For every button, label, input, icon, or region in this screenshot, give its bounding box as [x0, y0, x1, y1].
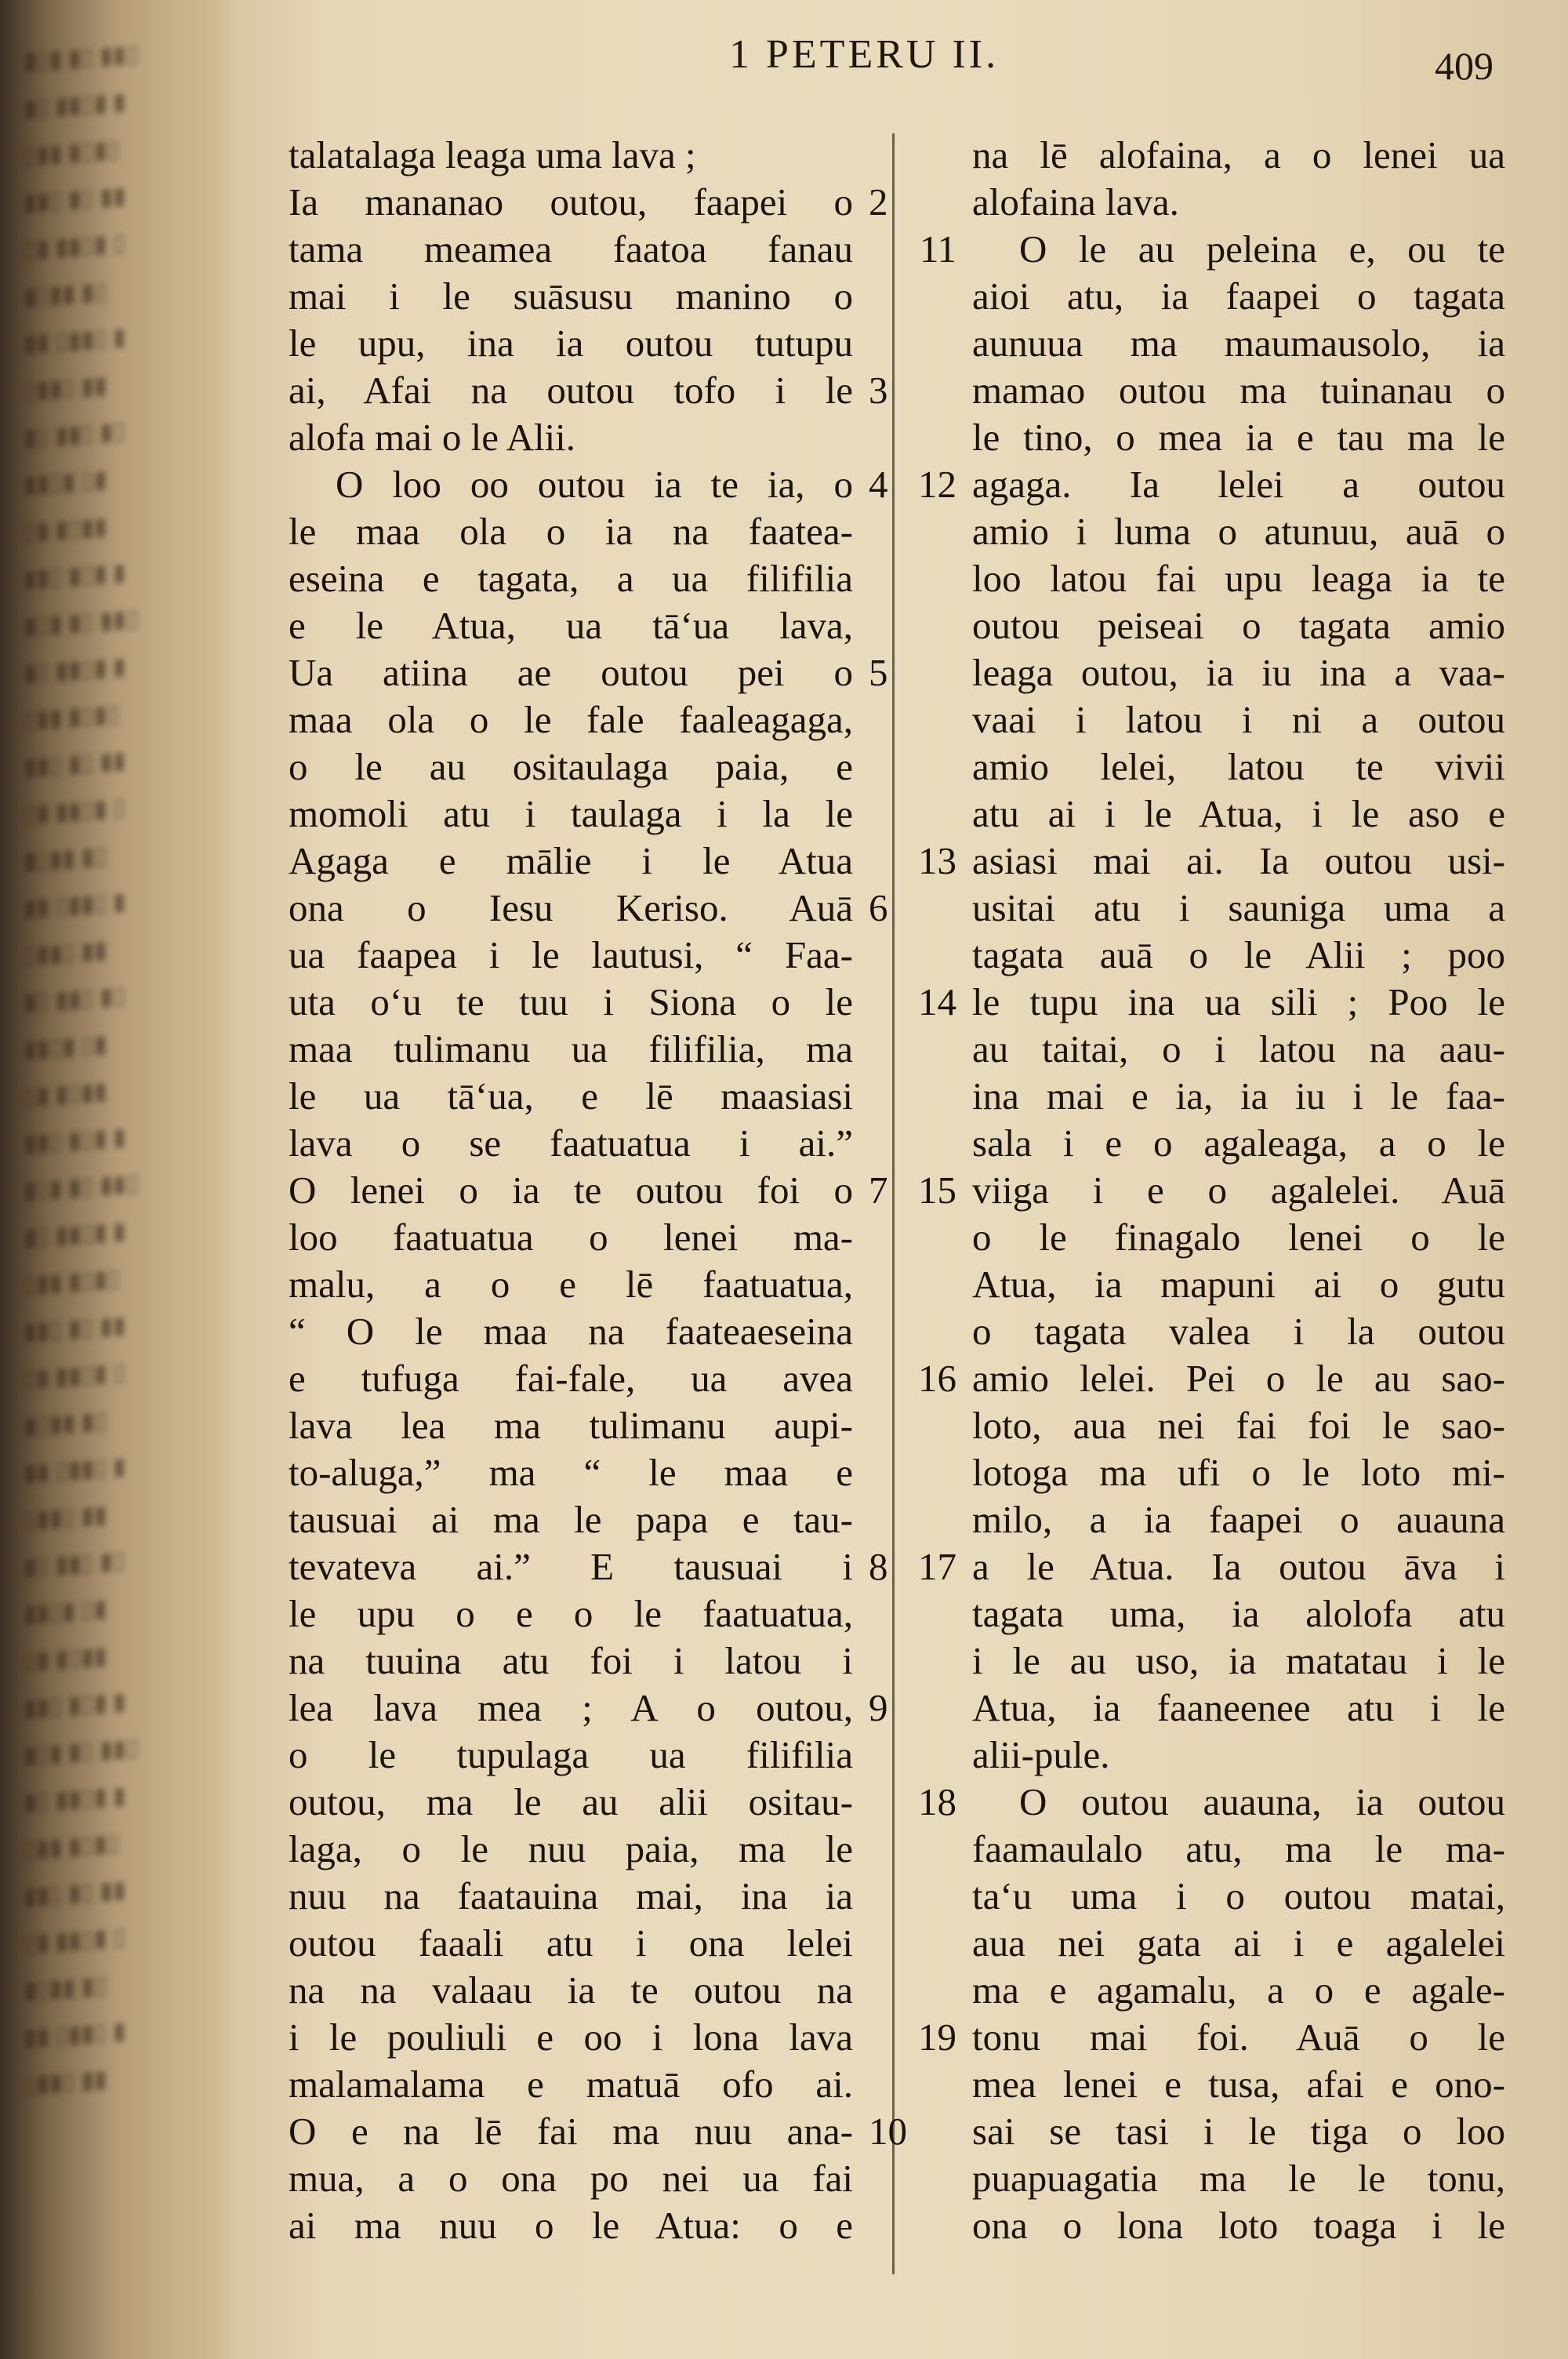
left-column: [289, 132, 853, 2249]
text-line: alofa mai o le Alii.: [289, 416, 576, 459]
verse-number: 5: [869, 651, 888, 694]
text-line: outou, ma le au alii ositau-: [289, 1780, 853, 1823]
text-line: uta o‘u te tuu i Siona o le: [289, 980, 853, 1023]
text-line: milo, a ia faapei o auauna: [972, 1498, 1505, 1541]
verse-number: 19: [918, 2016, 956, 2059]
text-line: le maa ola o ia na faatea-: [289, 510, 853, 553]
text-line: malamalama e matuā ofo ai.: [289, 2063, 853, 2106]
text-line: outou faaali atu i ona lelei: [289, 1921, 853, 1965]
text-line: leaga outou, ia iu ina a vaa-: [972, 651, 1505, 694]
text-line: na na valaau ia te outou na: [289, 1968, 853, 2012]
text-line: lava lea ma tulimanu aupi-: [289, 1404, 853, 1447]
text-line: le ua tā‘ua, e lē maasiasi: [289, 1074, 853, 1118]
verse-number: 16: [918, 1357, 956, 1400]
text-line: agaga. Ia lelei a outou: [972, 463, 1505, 506]
text-line: Atua, ia mapuni ai o gutu: [972, 1263, 1505, 1306]
text-line: O outou auauna, ia outou: [1019, 1780, 1505, 1823]
text-line: na tuuina atu foi i latou i: [289, 1639, 853, 1682]
text-line: aioi atu, ia faapei o tagata: [972, 274, 1505, 318]
text-line: ua faapea i le lautusi, “ Faa-: [289, 933, 853, 976]
text-line: mai i le suāsusu manino o: [289, 274, 853, 318]
text-line: O e na lē fai ma nuu ana-: [289, 2110, 853, 2153]
text-line: O loo oo outou ia te ia, o: [336, 463, 853, 506]
verse-number: 9: [869, 1686, 888, 1729]
text-line: ta‘u uma i o outou matai,: [972, 1874, 1505, 1917]
text-line: O le au peleina e, ou te: [1019, 227, 1505, 271]
text-line: faamaulalo atu, ma le ma-: [972, 1827, 1505, 1870]
running-head: 1 PETERU II.: [729, 32, 1000, 77]
verse-number: 8: [869, 1545, 888, 1588]
text-line: usitai atu i sauniga uma a: [972, 886, 1505, 929]
verse-number: 7: [869, 1169, 888, 1212]
text-line: a le Atua. Ia outou āva i: [972, 1545, 1505, 1588]
text-line: amio i luma o atunuu, auā o: [972, 510, 1505, 553]
text-line: O lenei o ia te outou foi o: [289, 1169, 853, 1212]
text-line: Ua atiina ae outou pei o: [289, 651, 853, 694]
text-line: asiasi mai ai. Ia outou usi-: [972, 839, 1505, 882]
text-line: tagata uma, ia alolofa atu: [972, 1592, 1505, 1635]
text-line: loto, aua nei fai foi le sao-: [972, 1404, 1505, 1447]
verse-number: 2: [869, 180, 888, 224]
text-line: o tagata valea i la outou: [972, 1310, 1505, 1353]
text-line: aunuua ma maumausolo, ia: [972, 322, 1505, 365]
text-line: tagata auā o le Alii ; poo: [972, 933, 1505, 976]
text-line: le tino, o mea ia e tau ma le: [972, 416, 1505, 459]
text-line: ai, Afai na outou tofo i le: [289, 369, 853, 412]
text-line: eseina e tagata, a ua filifilia: [289, 557, 853, 600]
verse-number: 6: [869, 886, 888, 929]
text-line: o le finagalo lenei o le: [972, 1216, 1505, 1259]
text-line: vaai i latou i ni a outou: [972, 698, 1505, 741]
verse-number: 18: [918, 1780, 956, 1823]
text-line: na lē alofaina, a o lenei ua: [972, 133, 1505, 176]
text-line: nuu na faatauina mai, ina ia: [289, 1874, 853, 1917]
text-line: alofaina lava.: [972, 180, 1179, 224]
text-line: sai se tasi i le tiga o loo: [972, 2110, 1505, 2153]
text-line: malu, a o e lē faatuatua,: [289, 1263, 853, 1306]
bleed-through-text: ▮▯▮ ▮▯ ▮▮▯ ▮▯ ▮▮▯▮ ▮ ▯▮▮ ▮▯▮▯ ▮▮▯ ▮▯ ▮▮ ▯▮ ▮▮▯▮ ▯ ▮▯▮▮ ▮▯ ▮▮ ▯▮▮▯ ▮ ▯▮▮▯ ▮▮ ▮▯ ▮▮▯ ▮▯ ▮▮▯▮ ▯▮ ▯▮ ▮▯▮▮ ▮▮▯ ▮▯▮ ▮ ▮▯▮ ▮▯ ▮▮▯ ▮▯ ▮▮▯▮ ▮ ▯▮▮ ▮▯▮▯ ▮▮▯ ▮▯ ▮▮ ▯▮ ▮▮▯▮ ▯ ▮▯▮▮ ▮▯ ▮▮ ▯▮▮▯ ▮ ▯▮▮▯ ▮▮ ▮▯ ▮▮▯ ▮▯ ▮▮▯▮ ▯▮ ▯▮ ▮▯▮▮ ▮▮▯ ▮▯▮ ▮ ▮▯▮ ▮▯ ▮▮▯ ▮▯ ▮▮▯▮ ▮ ▯▮▮ ▮▯▮▯ ▮▮▯ ▮▯ ▮▮ ▯▮ ▮▮▯▮ ▯ ▮▯▮▮ ▮▯ ▮▮ ▯▮▮▯ ▮ ▯▮▮▯ ▮▮ ▮▯ ▮▮▯ ▮▯ ▮▮▯▮ ▯▮ ▯▮ ▮▯▮▮ ▮▮▯ ▮▯▮ ▮ ▮▯▮ ▮▯ ▮▮▯ ▮▯ ▮▮▯▮ ▮ ▯▮▮ ▮▯▮▯ ▮▮▯ ▮▯ ▮▮ ▯▮ ▮▮▯▮ ▯ ▮▯▮▮ ▮▯ ▮▮ ▯▮▮▯ ▮ ▯▮▮▯ ▮▮: [24, 40, 140, 2099]
text-line: outou peiseai o tagata amio: [972, 604, 1505, 647]
text-line: amio lelei. Pei o le au sao-: [972, 1357, 1505, 1400]
text-line: maa ola o le fale faaleagaga,: [289, 698, 853, 741]
text-line: puapuagatia ma le le tonu,: [972, 2157, 1505, 2200]
text-line: ona o Iesu Keriso. Auā: [289, 886, 853, 929]
text-line: aua nei gata ai i e agalelei: [972, 1921, 1505, 1965]
page-gutter: [0, 0, 235, 2359]
text-line: o le au ositaulaga paia, e: [289, 745, 853, 788]
text-line: tevateva ai.” E tausuai i: [289, 1545, 853, 1588]
text-line: lava o se faatuatua i ai.”: [289, 1121, 853, 1165]
text-line: Ia mananao outou, faapei o: [289, 180, 853, 224]
text-line: i le pouliuli e oo i lona lava: [289, 2016, 853, 2059]
verse-number: 10: [869, 2110, 907, 2153]
text-line: laga, o le nuu paia, ma le: [289, 1827, 853, 1870]
text-line: tonu mai foi. Auā o le: [972, 2016, 1505, 2059]
text-line: e tufuga fai-fale, ua avea: [289, 1357, 853, 1400]
text-line: amio lelei, latou te vivii: [972, 745, 1505, 788]
text-line: Atua, ia faaneenee atu i le: [972, 1686, 1505, 1729]
text-line: loo faatuatua o lenei ma-: [289, 1216, 853, 1259]
text-line: “ O le maa na faateaeseina: [289, 1310, 853, 1353]
text-line: ma e agamalu, a o e agale-: [972, 1968, 1505, 2012]
page-header: [0, 31, 1568, 102]
text-line: ina mai e ia, ia iu i le faa-: [972, 1074, 1505, 1118]
text-line: le upu, ina ia outou tutupu: [289, 322, 853, 365]
verse-number: 12: [918, 463, 956, 506]
page-number: 409: [1435, 44, 1494, 88]
text-line: to-aluga,” ma “ le maa e: [289, 1451, 853, 1494]
text-line: mea lenei e tusa, afai e ono-: [972, 2063, 1505, 2106]
text-line: momoli atu i taulaga i la le: [289, 792, 853, 835]
text-line: o le tupulaga ua filifilia: [289, 1733, 853, 1776]
text-line: Agaga e mālie i le Atua: [289, 839, 853, 882]
text-line: maa tulimanu ua filifilia, ma: [289, 1027, 853, 1070]
text-line: e le Atua, ua tā‘ua lava,: [289, 604, 853, 647]
text-line: mamao outou ma tuinanau o: [972, 369, 1505, 412]
text-line: tausuai ai ma le papa e tau-: [289, 1498, 853, 1541]
verse-number: 4: [869, 463, 888, 506]
right-column: [972, 132, 1505, 2249]
text-line: mua, a o ona po nei ua fai: [289, 2157, 853, 2200]
text-line: le tupu ina ua sili ; Poo le: [972, 980, 1505, 1023]
text-line: i le au uso, ia matatau i le: [972, 1639, 1505, 1682]
column-rule: [892, 133, 895, 2274]
text-line: loo latou fai upu leaga ia te: [972, 557, 1505, 600]
verse-number: 14: [918, 980, 956, 1023]
text-line: ai ma nuu o le Atua: o e: [289, 2204, 853, 2247]
verse-number: 15: [918, 1169, 956, 1212]
text-line: ona o lona loto toaga i le: [972, 2204, 1505, 2247]
text-line: sala i e o agaleaga, a o le: [972, 1121, 1505, 1165]
text-line: lotoga ma ufi o le loto mi-: [972, 1451, 1505, 1494]
verse-number: 3: [869, 369, 888, 412]
verse-number: 17: [918, 1545, 956, 1588]
text-line: lea lava mea ; A o outou,: [289, 1686, 853, 1729]
verse-number: 11: [919, 227, 956, 271]
text-line: talatalaga leaga uma lava ;: [289, 133, 696, 176]
text-line: viiga i e o agalelei. Auā: [972, 1169, 1505, 1212]
text-line: le upu o e o le faatuatua,: [289, 1592, 853, 1635]
text-line: au taitai, o i latou na aau-: [972, 1027, 1505, 1070]
text-line: alii-pule.: [972, 1733, 1110, 1776]
text-line: tama meamea faatoa fanau: [289, 227, 853, 271]
text-line: atu ai i le Atua, i le aso e: [972, 792, 1505, 835]
verse-number: 13: [918, 839, 956, 882]
